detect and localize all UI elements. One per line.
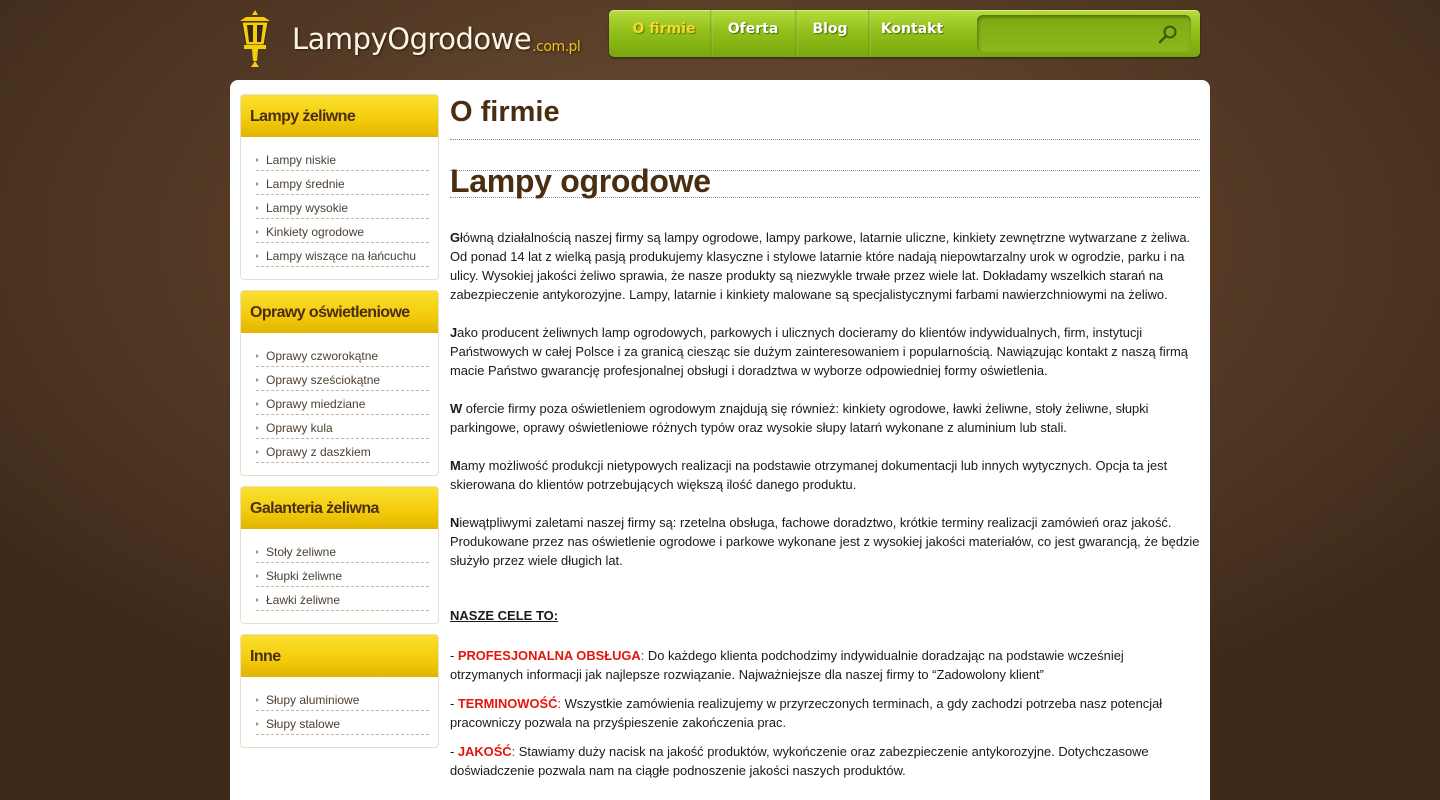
goal-colon: : xyxy=(557,696,562,711)
goal-item xyxy=(450,646,1200,684)
sidebar-box-title: Oprawy oświetleniowe xyxy=(241,291,438,333)
sidebar-item-stoly-zeliwne[interactable]: Stoły żeliwne xyxy=(256,539,429,563)
goal-label: PROFESJONALNA OBSŁUGA xyxy=(457,648,641,663)
sidebar-list xyxy=(241,137,438,279)
paragraph xyxy=(450,399,1200,437)
sidebar-item-lampy-wysokie[interactable]: Lampy wysokie xyxy=(256,195,429,219)
sidebar-list xyxy=(241,677,438,747)
sidebar-item-oprawy-z-daszkiem[interactable]: Oprawy z daszkiem xyxy=(256,439,429,463)
search-input[interactable] xyxy=(985,21,1150,46)
goal-label: TERMINOWOŚĆ xyxy=(457,696,558,711)
paragraph-text: amy możliwość produkcji nietypowych realizacji na podstawie otrzymanej dokumentacji lub innych wytycznych. Opcja ta jest skierowana do klientów potrzebujących większą ilość danego produktu. xyxy=(450,458,1168,492)
sidebar-box-lampy-zeliwne xyxy=(240,94,439,280)
goal-item xyxy=(450,742,1200,780)
nav-item-blog[interactable]: Blog xyxy=(812,21,848,37)
search-box xyxy=(977,15,1191,52)
goal-prefix: - xyxy=(450,648,458,663)
sidebar-box-title: Galanteria żeliwna xyxy=(241,487,438,529)
goal-colon: : xyxy=(640,648,645,663)
brand-name: LampyOgrodowe.com.pl xyxy=(292,22,581,56)
main-content xyxy=(450,80,1200,778)
search-icon[interactable] xyxy=(1157,23,1179,45)
sidebar-item-lampy-wiszace[interactable]: Lampy wiszące na łańcuchu xyxy=(256,243,429,267)
paragraph xyxy=(450,513,1200,570)
paragraph-text: ako producent żeliwnych lamp ogrodowych, parkowych i ulicznych docieramy do klientów indywidualnych, firm, instytucji Państwowych w całej Polsce i za granicą ciesząc sie dużym zainteresowaniem i popularnością. Nawiązując kontakt z naszą firmą macie Państwo gwarancję profesjonalnej obsługi i doradztwa w wyborze odpowiedniej formy oświetlenia. xyxy=(450,325,1188,378)
goal-prefix: - xyxy=(450,744,458,759)
paragraph-text: iewątpliwymi zaletami naszej firmy są: rzetelna obsługa, fachowe doradztwo, krótkie terminy realizacji zamówień oraz jakość. Produkowane przez nas oświetlenie ogrodowe i parkowe wykonane jest z wysokiej jakości materiałów, co jest gwarancją, że będzie służyło przez wiele długich lat. xyxy=(450,515,1200,568)
paragraph xyxy=(450,228,1200,304)
goal-colon: : xyxy=(511,744,516,759)
brand-domain-suffix: .com.pl xyxy=(532,39,581,55)
paragraph-initial: G xyxy=(450,230,461,245)
paragraph-text: łówną działalnością naszej firmy są lampy ogrodowe, lampy parkowe, latarnie uliczne, kinkiety zewnętrzne wytwarzane z żeliwa. Od ponad 14 lat z wielką pasją produkujemy klasyczne i stylowe latarnie które nadają niepowtarzalny urok w ogrodzie, parku i na ulicy. Wysokiej jakości żeliwo sprawia, że nasze produkty są niezwykle trwałe przez wiele lat. Dokładamy wszelkich starań na zabezpieczenie antykorozyjne. Lampy, latarnie i kinkiety malowane są specjalistycznymi farbami nawierzchniowymi na żeliwo. xyxy=(450,230,1191,302)
paragraph-initial: N xyxy=(450,515,460,530)
goal-label: JAKOŚĆ xyxy=(457,744,512,759)
paragraph xyxy=(450,456,1200,494)
paragraph-initial: J xyxy=(450,325,458,340)
sidebar-item-kinkiety-ogrodowe[interactable]: Kinkiety ogrodowe xyxy=(256,219,429,243)
paragraph xyxy=(450,323,1200,380)
sidebar-item-oprawy-kula[interactable]: Oprawy kula xyxy=(256,415,429,439)
garden-lamp-icon xyxy=(232,9,278,69)
goal-text: Wszystkie zamówienia realizujemy w przyrzeczonych terminach, a gdy zachodzi potrzeba nasz potencjał pracowniczy pozwala na przyśpieszenie zakończenia prac. xyxy=(450,696,1163,730)
sidebar-list xyxy=(241,529,438,623)
goal-text: Stawiamy duży nacisk na jakość produktów, wykończenie oraz zabezpieczenie antykorozyjne. Dotychczasowe doświadczenie pozwala nam na ciągłe podnoszenie jakości naszych produktów. xyxy=(450,744,1149,778)
sidebar-item-slupy-stalowe[interactable]: Słupy stalowe xyxy=(256,711,429,735)
nav-item-kontakt[interactable]: Kontakt xyxy=(880,21,944,37)
sidebar-box-inne xyxy=(240,634,439,748)
sidebar xyxy=(240,94,439,758)
paragraph-initial: M xyxy=(450,458,461,473)
sidebar-box-title: Inne xyxy=(241,635,438,677)
nav-item-o-firmie[interactable]: O firmie xyxy=(632,21,696,37)
goals-heading: NASZE CELE TO: xyxy=(450,608,559,623)
main-nav xyxy=(609,10,1200,57)
sidebar-box-oprawy-oswietleniowe xyxy=(240,290,439,476)
goal-item xyxy=(450,694,1200,732)
section-title-text: Lampy ogrodowe xyxy=(450,163,711,199)
main-panel xyxy=(230,80,1210,800)
goal-text: Do każdego klienta podchodzimy indywidualnie doradzając na podstawie wcześniej otrzymanych informacji jak najlepsze rozwiązanie. Najważniejsze dla naszej firmy to “Zadowolony klient” xyxy=(450,648,1124,682)
sidebar-item-lampy-srednie[interactable]: Lampy średnie xyxy=(256,171,429,195)
site-header xyxy=(0,0,1440,80)
goal-prefix: - xyxy=(450,696,458,711)
nav-item-oferta[interactable]: Oferta xyxy=(727,21,779,37)
sidebar-item-lawki-zeliwne[interactable]: Ławki żeliwne xyxy=(256,587,429,611)
sidebar-item-oprawy-miedziane[interactable]: Oprawy miedziane xyxy=(256,391,429,415)
site-logo[interactable] xyxy=(232,8,582,70)
sidebar-box-title: Lampy żeliwne xyxy=(241,95,438,137)
sidebar-item-oprawy-szesciokatne[interactable]: Oprawy sześciokątne xyxy=(256,367,429,391)
sidebar-item-lampy-niskie[interactable]: Lampy niskie xyxy=(256,147,429,171)
sidebar-box-galanteria-zeliwna xyxy=(240,486,439,624)
paragraph-text: ofercie firmy poza oświetleniem ogrodowym znajdują się również: kinkiety ogrodowe, ławki żeliwne, stoły żeliwne, słupki parkingowe, oprawy oświetleniowe różnych typów oraz wysokie słupy latarń wykonane z aluminium lub stali. xyxy=(450,401,1149,435)
sidebar-item-slupki-zeliwne[interactable]: Słupki żeliwne xyxy=(256,563,429,587)
section-title xyxy=(450,163,1200,199)
sidebar-item-slupy-aluminiowe[interactable]: Słupy aluminiowe xyxy=(256,687,429,711)
sidebar-item-oprawy-czworokatne[interactable]: Oprawy czworokątne xyxy=(256,343,429,367)
page-title: O firmie xyxy=(450,96,1200,140)
paragraph-initial: W xyxy=(450,401,463,416)
sidebar-list xyxy=(241,333,438,475)
